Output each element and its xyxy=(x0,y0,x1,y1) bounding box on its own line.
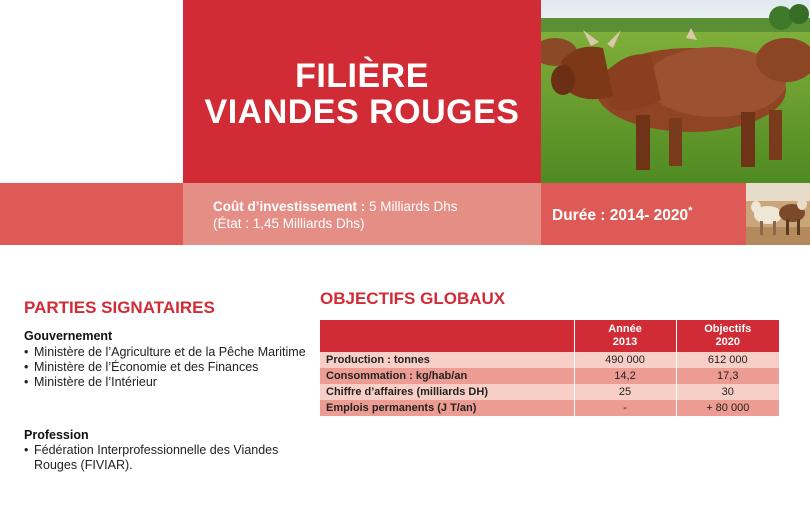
header-cell-label xyxy=(320,320,574,352)
table-row xyxy=(320,400,779,416)
table-header-row xyxy=(320,320,779,352)
header-cell-2013 xyxy=(574,320,676,352)
duration-text: Durée : 2014- 2020 xyxy=(552,207,689,225)
list-item: • Fédération Interprofessionnelle des Viandes Rouges (FIVIAR). xyxy=(24,443,324,473)
investment-info xyxy=(213,198,533,232)
parties-title: PARTIES SIGNATAIRES xyxy=(24,298,215,317)
objectifs-table xyxy=(320,320,779,416)
page-title xyxy=(183,58,541,130)
title-line-1: FILIÈRE xyxy=(295,57,429,95)
header-2020-line1: Objectifs xyxy=(704,323,752,335)
row-label: Consommation : kg/hab/an xyxy=(320,368,574,384)
duration-info xyxy=(552,205,692,225)
government-title: Gouvernement xyxy=(24,329,113,343)
row-value-2013: - xyxy=(574,400,676,416)
objectifs-title: OBJECTIFS GLOBAUX xyxy=(320,289,506,308)
row-value-2020: 30 xyxy=(676,384,779,400)
header-2020-line2: 2020 xyxy=(715,336,740,348)
list-item: • Ministère de l’Économie et des Finances xyxy=(24,360,314,375)
row-label: Chiffre d’affaires (milliards DH) xyxy=(320,384,574,400)
accent-stripe xyxy=(0,183,183,245)
row-value-2013: 14,2 xyxy=(574,368,676,384)
row-value-2013: 25 xyxy=(574,384,676,400)
investment-label: Coût d’investissement : xyxy=(213,199,366,214)
row-label: Production : tonnes xyxy=(320,352,574,368)
government-list xyxy=(24,345,314,390)
title-line-2: VIANDES ROUGES xyxy=(204,93,520,131)
cattle-photo xyxy=(541,0,810,183)
list-item: • Ministère de l’Agriculture et de la Pêche Maritime xyxy=(24,345,314,360)
profession-title: Profession xyxy=(24,428,89,442)
investment-detail: (État : 1,45 Milliards Dhs) xyxy=(213,216,365,231)
row-value-2020: + 80 000 xyxy=(676,400,779,416)
list-item: • Ministère de l’Intérieur xyxy=(24,375,314,390)
row-value-2013: 490 000 xyxy=(574,352,676,368)
goats-photo xyxy=(746,183,810,245)
duration-footnote-mark: * xyxy=(688,205,693,217)
table-row xyxy=(320,384,779,400)
header-2013-line2: 2013 xyxy=(612,336,638,348)
table-row xyxy=(320,352,779,368)
header-2013-line1: Année xyxy=(608,323,642,335)
header-cell-2020 xyxy=(676,320,779,352)
profession-list xyxy=(24,443,324,473)
investment-value: 5 Milliards Dhs xyxy=(365,199,458,214)
investment-line xyxy=(213,198,533,215)
table-row xyxy=(320,368,779,384)
row-value-2020: 612 000 xyxy=(676,352,779,368)
row-value-2020: 17,3 xyxy=(676,368,779,384)
row-label: Emplois permanents (J T/an) xyxy=(320,400,574,416)
